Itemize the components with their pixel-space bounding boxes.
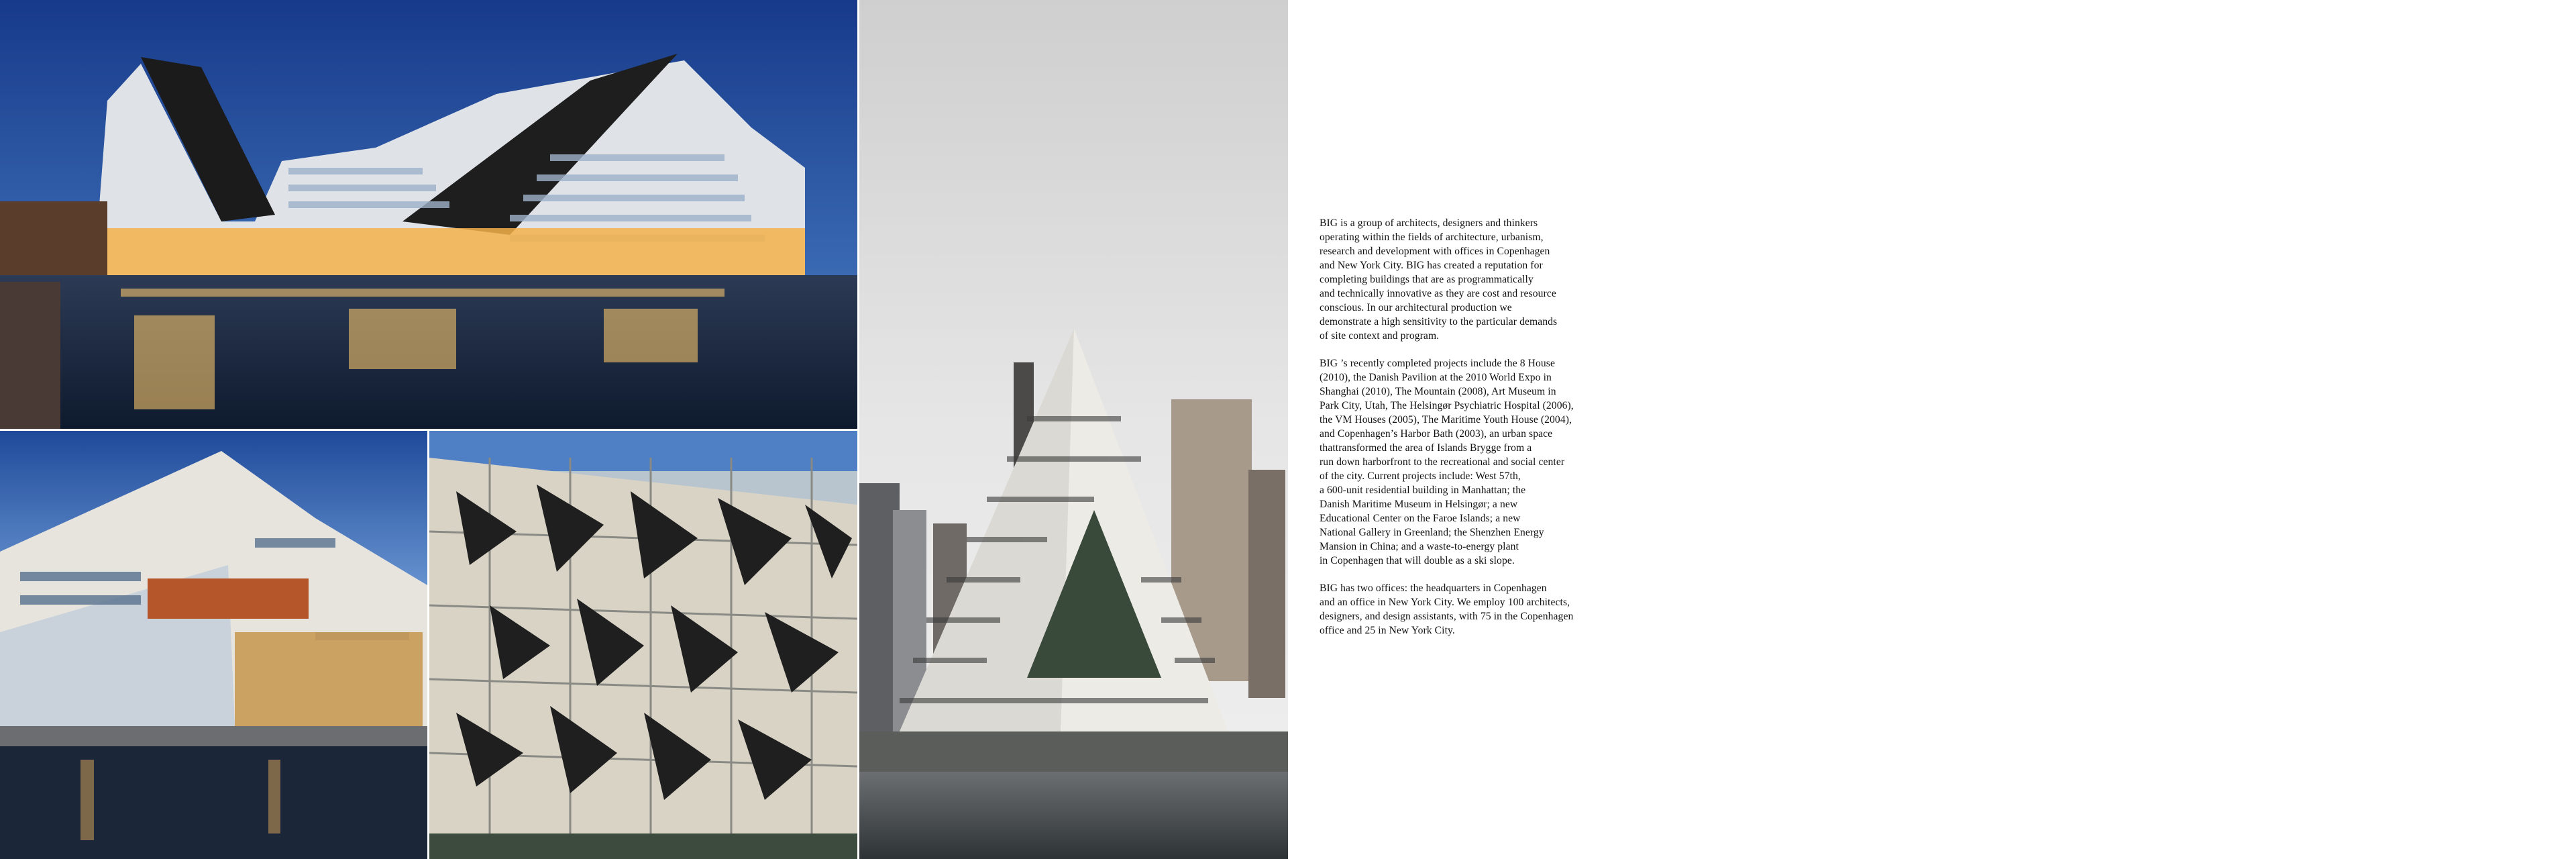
intro-text — [1320, 216, 1695, 651]
intro-paragraph-1: BIG is a group of architects, designers and thinkers operating within the fields of architecture, urbanism, research and development with offices in Copenhagen and New York City. BIG has created a reputation for completing buildings that are as programmatically and technically innovative as they are cost and resource conscious. In our architectural production we demonstrate a high sensitivity to the particular demands of site context and program. — [1320, 217, 1558, 342]
photo-8-house-canal-graphic — [0, 431, 427, 859]
photo-west-57th-graphic — [859, 0, 1288, 859]
projects-paragraph-2: BIG ’s recently completed projects include the 8 House (2010), the Danish Pavilion at the 2010 World Expo in Shanghai (2010), The Mountain (2008), Art Museum in Park City, Utah, The Helsingør Psychiatric Hospital (2006), the VM Houses (2005), The Maritime Youth House (2004), and Copenhagen’s Harbor Bath (2003), an urban space thattransformed the area of Islands Brygge from a run down harborfront to the recreational and social center of the city. Current projects include: West 57th, a 600-unit residential building in Manhattan; the Danish Maritime Museum in Helsingør; a new Educational Center on the Faroe Islands; a new National Gallery in Greenland; the Shenzhen Energy Mansion in China; and a waste-to-energy plant in Copenhagen that will double as a ski slope. — [1320, 358, 1574, 566]
offices-paragraph-3: BIG has two offices: the headquarters in Copenhagen and an office in New York City. We employ 100 architects, designers, and design assistants, with 75 in the Copenhagen office and 25 in New York City. — [1320, 583, 1574, 636]
photo-8-house-dusk — [0, 0, 857, 429]
photo-8-house-dusk-graphic — [0, 0, 857, 429]
photo-vm-houses-graphic — [429, 431, 857, 859]
photo-8-house-canal — [0, 431, 427, 859]
photo-west-57th — [859, 0, 1288, 859]
photo-vm-houses — [429, 431, 857, 859]
